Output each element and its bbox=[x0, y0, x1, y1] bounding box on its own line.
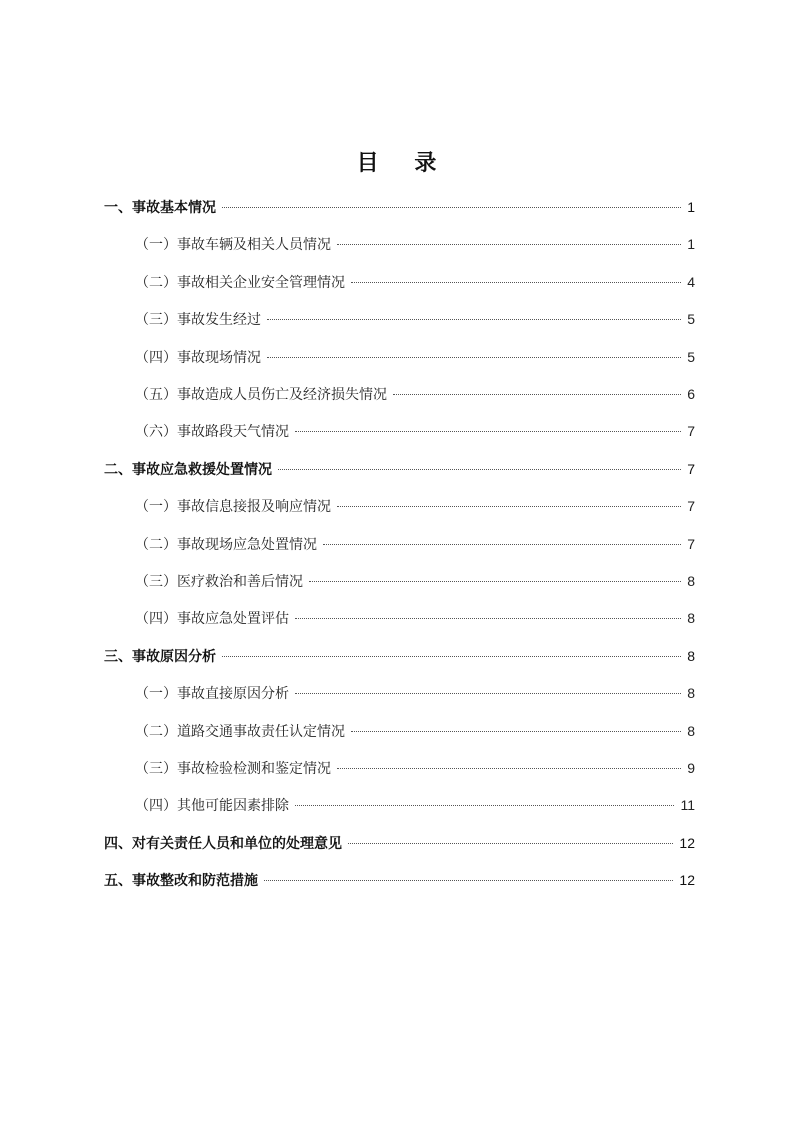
toc-subsection-entry[interactable] bbox=[135, 230, 695, 258]
toc-entry-title: （四）事故应急处置评估 bbox=[135, 611, 289, 628]
toc-section-entry[interactable] bbox=[104, 642, 695, 670]
toc-subsection-entry[interactable] bbox=[135, 717, 695, 745]
toc-page-number: 12 bbox=[679, 872, 695, 889]
toc-page-number: 7 bbox=[687, 498, 695, 515]
dot-leader bbox=[337, 506, 681, 507]
dot-leader bbox=[295, 618, 681, 619]
toc-subsection-entry[interactable] bbox=[135, 492, 695, 520]
toc-entry-title: （五）事故造成人员伤亡及经济损失情况 bbox=[135, 387, 387, 403]
toc-subsection-entry[interactable] bbox=[135, 417, 695, 445]
toc-entry-title: 五、事故整改和防范措施 bbox=[104, 873, 258, 890]
toc-entry-title: （四）其他可能因素排除 bbox=[135, 798, 289, 815]
toc-entry-title: （一）事故直接原因分析 bbox=[135, 686, 289, 703]
dot-leader bbox=[267, 319, 681, 320]
toc-page-number: 5 bbox=[687, 311, 695, 328]
toc-subsection-entry[interactable] bbox=[135, 679, 695, 707]
toc-entry-title: （一）事故车辆及相关人员情况 bbox=[135, 237, 331, 254]
toc-page-number: 1 bbox=[687, 199, 695, 215]
dot-leader bbox=[337, 768, 681, 769]
dot-leader bbox=[222, 207, 681, 208]
toc-entry-title: 四、对有关责任人员和单位的处理意见 bbox=[104, 835, 342, 852]
toc-entry-title: （二）事故相关企业安全管理情况 bbox=[135, 274, 345, 291]
dot-leader bbox=[295, 693, 681, 694]
toc-page-number: 7 bbox=[687, 535, 695, 552]
toc-subsection-entry[interactable] bbox=[135, 305, 695, 333]
toc-section-entry[interactable] bbox=[104, 866, 695, 894]
dot-leader bbox=[295, 431, 681, 432]
toc-page-number: 5 bbox=[687, 348, 695, 365]
dot-leader bbox=[351, 282, 681, 283]
toc-entry-title: （三）事故检验检测和鉴定情况 bbox=[135, 761, 331, 777]
toc-page-number: 8 bbox=[687, 647, 695, 664]
toc-page-number: 12 bbox=[679, 834, 695, 851]
dot-leader bbox=[323, 544, 681, 545]
toc-subsection-entry[interactable] bbox=[135, 530, 695, 558]
toc-subsection-entry[interactable] bbox=[135, 567, 695, 595]
toc-page-number: 4 bbox=[687, 273, 695, 290]
toc-entry-title: （三）医疗救治和善后情况 bbox=[135, 574, 303, 590]
toc-section-entry[interactable] bbox=[104, 455, 695, 483]
toc-section-entry[interactable] bbox=[104, 829, 695, 857]
toc-page-number: 7 bbox=[687, 423, 695, 440]
dot-leader bbox=[309, 581, 681, 582]
toc-entry-title: （四）事故现场情况 bbox=[135, 349, 261, 366]
toc-page-number: 8 bbox=[687, 610, 695, 627]
toc-entry-title: （一）事故信息接报及响应情况 bbox=[135, 499, 331, 516]
toc-subsection-entry[interactable] bbox=[135, 268, 695, 296]
dot-leader bbox=[337, 244, 681, 245]
toc-page-number: 11 bbox=[680, 797, 695, 814]
toc-entry-title: （二）道路交通事故责任认定情况 bbox=[135, 723, 345, 740]
toc-page-number: 7 bbox=[687, 460, 695, 477]
toc-entry-title: 三、事故原因分析 bbox=[104, 648, 216, 665]
toc-page-number: 6 bbox=[687, 386, 695, 402]
toc-subsection-entry[interactable] bbox=[135, 791, 695, 819]
dot-leader bbox=[222, 656, 681, 657]
dot-leader bbox=[348, 843, 673, 844]
toc-page-number: 8 bbox=[687, 722, 695, 739]
toc-entry-title: （三）事故发生经过 bbox=[135, 312, 261, 329]
dot-leader bbox=[295, 805, 674, 806]
toc-section-entry[interactable] bbox=[104, 193, 695, 221]
toc-subsection-entry[interactable] bbox=[135, 604, 695, 632]
toc-subsection-entry[interactable] bbox=[135, 343, 695, 371]
dot-leader bbox=[264, 880, 673, 881]
toc-entry-title: （六）事故路段天气情况 bbox=[135, 424, 289, 441]
toc-subsection-entry[interactable] bbox=[135, 380, 695, 408]
toc-page-number: 9 bbox=[687, 760, 695, 776]
toc-page-number: 8 bbox=[687, 573, 695, 589]
toc-entry-title: 一、事故基本情况 bbox=[104, 200, 216, 216]
page-title: 目 录 bbox=[356, 150, 451, 176]
toc-subsection-entry[interactable] bbox=[135, 754, 695, 782]
toc-page-number: 1 bbox=[687, 236, 695, 253]
dot-leader bbox=[278, 469, 681, 470]
dot-leader bbox=[267, 357, 681, 358]
toc-entry-title: （二）事故现场应急处置情况 bbox=[135, 536, 317, 553]
dot-leader bbox=[393, 394, 681, 395]
dot-leader bbox=[351, 731, 681, 732]
toc-entry-title: 二、事故应急救援处置情况 bbox=[104, 461, 272, 478]
toc-page-number: 8 bbox=[687, 685, 695, 702]
